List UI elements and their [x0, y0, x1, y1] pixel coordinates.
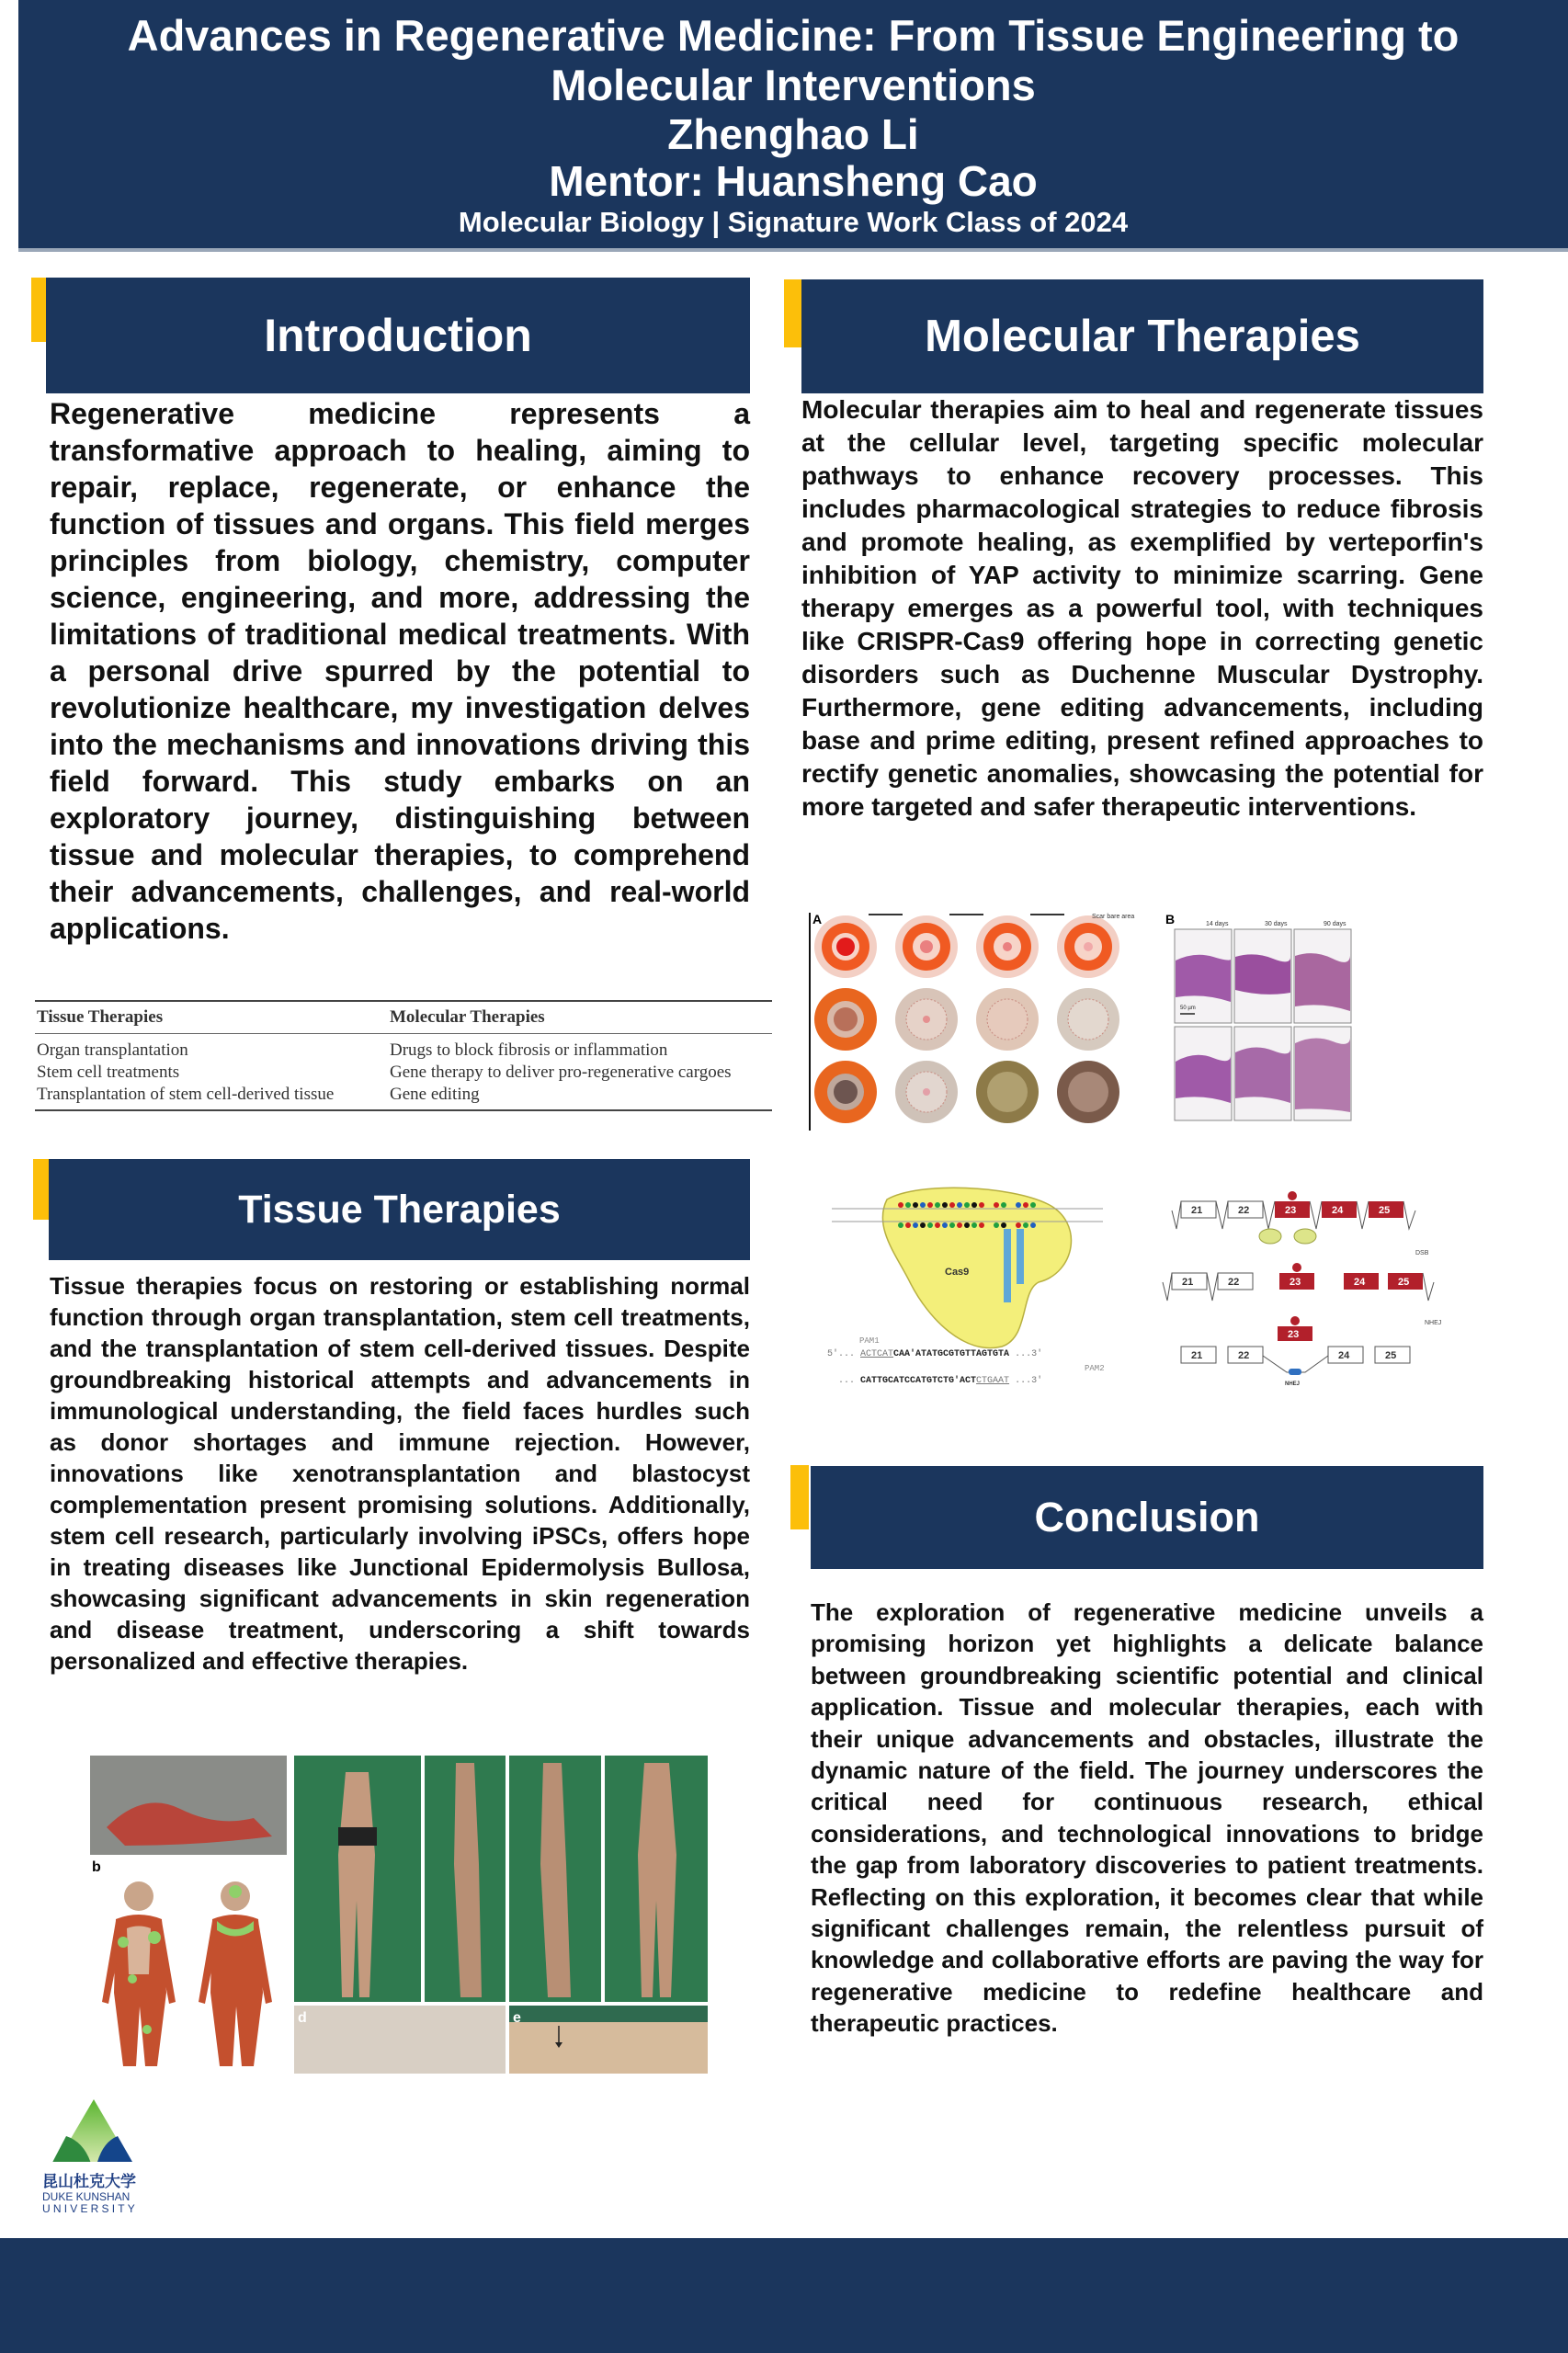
crispr-figure-svg: [809, 1163, 1452, 1388]
exon-label: 24: [1354, 1277, 1366, 1288]
schematic-row: [814, 914, 1134, 978]
exon-row-skipped: [1181, 1316, 1410, 1387]
seq-main: CATTGCATCCATGTCTG'ACT: [860, 1376, 977, 1386]
exon-label: 22: [1238, 1350, 1250, 1361]
university-logo: [42, 2097, 145, 2231]
pam2-label: PAM2: [1085, 1364, 1105, 1373]
table-row: [37, 1084, 772, 1106]
nhej-label: NHEJ: [1285, 1381, 1301, 1387]
exon-label: 24: [1332, 1205, 1344, 1216]
seq-pam: CTGAAT: [976, 1376, 1010, 1386]
logo-chinese-name: 昆山杜克大学: [42, 2173, 136, 2191]
table-cell: Transplantation of stem cell-derived tissue: [37, 1085, 335, 1104]
sequence-top: [827, 1348, 1042, 1359]
tissue-heading: [49, 1159, 750, 1260]
conclusion-body: The exploration of regenerative medicine unveils a promising horizon yet highlights a delicate balance between groundbreaking scientific potential and clinical application. Tissue and molecular therapies, each with their unique advancements and obstacles, illustrate the dynamic nature of the field. The journey underscores the critical need for continuous research, ethical considerations, and technological innovations to bridge the gap from laboratory discoveries to patient treatments. Reflecting on this exploration, it becomes clear that while significant challenges remain, the relentless pursuit of knowledge and collaborative efforts are paving the way for regenerative medicine to redefine healthcare and therapeutic practices.: [811, 1598, 1483, 2038]
exon-row-nhej: [1163, 1263, 1441, 1326]
exon-label: 25: [1379, 1205, 1391, 1216]
therapy-comparison-table: [35, 1000, 772, 1111]
table-header-row: [35, 1000, 772, 1034]
logo-line-1: DUKE KUNSHAN: [42, 2190, 131, 2203]
molecular-heading-text: Molecular Therapies: [925, 312, 1360, 361]
photo-row: [814, 1061, 1119, 1123]
poster-footer: [0, 2238, 1568, 2353]
seq-pam: ACTCAT: [860, 1349, 894, 1359]
table-header-cell: Molecular Therapies: [390, 1007, 545, 1027]
table-cell: Organ transplantation: [37, 1040, 188, 1060]
table-header-cell: Tissue Therapies: [37, 1007, 164, 1027]
seq-main: CAA'ATATGCGTGTTAGTGTA: [893, 1349, 1010, 1359]
affiliation: Molecular Biology | Signature Work Class of 2024: [458, 206, 1129, 238]
crispr-figure: [809, 1163, 1452, 1388]
exon-label: 22: [1228, 1277, 1240, 1288]
row-label-dsb: DSB: [1415, 1250, 1429, 1256]
day-label: 14 days: [1206, 921, 1229, 927]
table-row: [37, 1040, 772, 1062]
panel-b-label: b: [92, 1859, 101, 1875]
exon-label: 23: [1285, 1205, 1297, 1216]
author-name: Zhenghao Li: [667, 110, 919, 158]
day-label: 90 days: [1324, 921, 1346, 927]
introduction-heading-text: Introduction: [264, 310, 532, 361]
introduction-heading: [46, 278, 750, 393]
exon-label: 25: [1398, 1277, 1410, 1288]
exon-label: 21: [1182, 1277, 1194, 1288]
exon-label: 23: [1288, 1329, 1300, 1340]
table-cell: Stem cell treatments: [37, 1063, 180, 1082]
sequence-bottom: [838, 1375, 1042, 1386]
exon-label: 23: [1290, 1277, 1301, 1288]
table-row: [37, 1062, 772, 1084]
exon-row-dsb: [1172, 1191, 1429, 1256]
seq-suffix: ...3': [1009, 1349, 1043, 1359]
histology-grid: [1175, 929, 1351, 1120]
panel-d-label: d: [298, 2010, 307, 2026]
exon-label: 21: [1191, 1350, 1203, 1361]
table-cell: Gene therapy to deliver pro-regenerative cargoes: [390, 1063, 732, 1082]
panel-a-label: A: [812, 912, 823, 926]
day-label: 30 days: [1265, 921, 1288, 927]
tissue-body: Tissue therapies focus on restoring or establishing normal function through organ transplantation, stem cell treatments, and the transplantation of stem cell-derived tissues. Despite groundbreaking historical attempts and advancements in immunological understanding, the field faces hurdles such as donor shortages and immune rejection. However, innovations like xenotransplantation and blastocyst complementation present promising solutions. Additionally, stem cell research, particularly involving iPSCs, offers hope in treating diseases like Junctional Epidermolysis Bullosa, showcasing significant advancements in skin regeneration and disease treatment, underscoring a shift towards personalized and effective therapies.: [50, 1272, 750, 1675]
panel-b-label: B: [1165, 912, 1176, 926]
molecular-heading: [801, 279, 1483, 393]
row-label-nhej: NHEJ: [1425, 1320, 1442, 1326]
table-cell: Drugs to block fibrosis or inflammation: [390, 1040, 668, 1060]
exon-label: 22: [1238, 1205, 1250, 1216]
poster-header: [18, 0, 1568, 252]
tissue-heading-text: Tissue Therapies: [238, 1187, 561, 1232]
conclusion-heading: [811, 1466, 1483, 1569]
panel-e-label: e: [513, 2010, 521, 2026]
poster-title: Advances in Regenerative Medicine: From Tissue Engineering to Molecular Interventions: [127, 11, 1460, 109]
accent-triangle-icon: [33, 1159, 50, 1220]
guide-rna-shape: [1004, 1229, 1011, 1302]
exon-label: 25: [1385, 1350, 1397, 1361]
cas9-protein-shape: [882, 1188, 1071, 1347]
introduction-body: Regenerative medicine represents a transformative approach to healing, aiming to repair, replace, regenerate, or enhance the function of tissues and organs. This field merges principles from biology, chemistry, computer science, engineering, and more, addressing the limitations of traditional medical treatments. With a personal drive spurred by the potential to revolutionize healthcare, my investigation delves into the mechanisms and innovations driving this field forward. This study embarks on an exploratory journey, distinguishing between tissue and molecular therapies, to comprehend their advancements, challenges, and real-world applications.: [50, 397, 750, 945]
logo-line-2: UNIVERSITY: [42, 2202, 139, 2215]
photo-row: [814, 988, 1119, 1051]
scar-label: Scar bare area: [1092, 914, 1135, 920]
patient-photos: [294, 1756, 708, 2074]
exon-label: 24: [1338, 1350, 1350, 1361]
tissue-figure: [88, 1754, 713, 2075]
wound-healing-figure-svg: [800, 905, 1461, 1131]
wound-healing-figure: [800, 905, 1461, 1131]
accent-triangle-icon: [790, 1465, 809, 1529]
pam1-label: PAM1: [859, 1336, 880, 1346]
exon-label: 21: [1191, 1205, 1203, 1216]
seq-suffix: ...3': [1009, 1376, 1043, 1386]
tissue-figure-svg: [88, 1754, 713, 2075]
table-cell: Gene editing: [390, 1085, 480, 1104]
scale-bar-label: 50 µm: [1180, 1006, 1196, 1011]
mentor-name: Mentor: Huansheng Cao: [549, 157, 1038, 205]
conclusion-heading-text: Conclusion: [1034, 1494, 1260, 1540]
cas9-label: Cas9: [945, 1267, 970, 1278]
molecular-body: Molecular therapies aim to heal and regenerate tissues at the cellular level, targeting specific molecular pathways to enhance recovery processes. This includes pharmacological strategies to reduce fibrosis and promote healing, as exemplified by verteporfin's inhibition of YAP activity to minimize scarring. Gene therapy emerges as a powerful tool, with techniques like CRISPR-Cas9 offering hope in correcting genetic disorders such as Duchenne Muscular Dystrophy. Furthermore, gene editing advancements, including base and prime editing, present refined approaches to rectify genetic anomalies, showcasing the potential for more targeted and safer therapeutic interventions.: [801, 395, 1483, 821]
seq-prefix: ...: [838, 1376, 861, 1386]
seq-prefix: 5'...: [827, 1349, 861, 1359]
logo-mountain-icon: [42, 2097, 145, 2162]
accent-triangle-icon: [784, 279, 802, 347]
